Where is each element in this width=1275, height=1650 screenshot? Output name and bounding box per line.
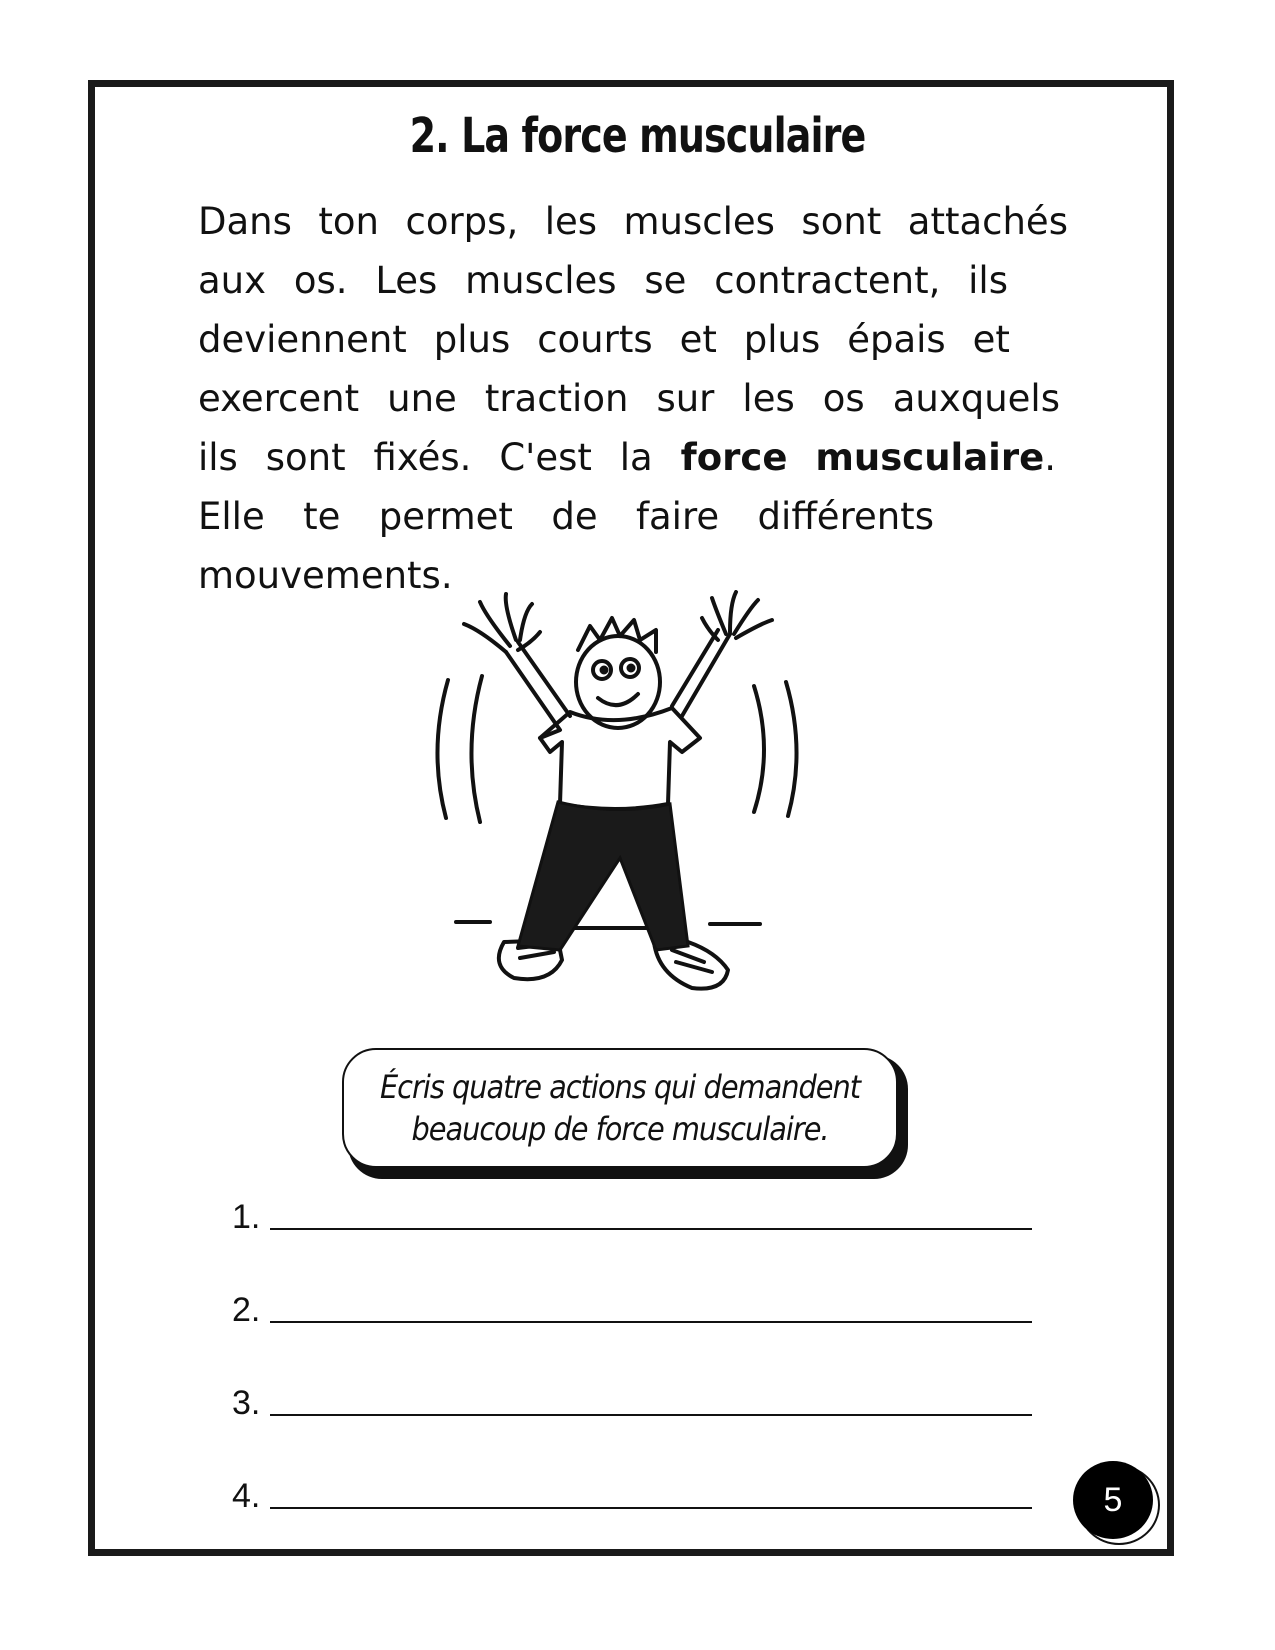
answer-number: 1. xyxy=(232,1198,261,1236)
word: permet xyxy=(378,495,513,538)
paragraph-line-5 xyxy=(198,428,1056,487)
paragraph-line-4 xyxy=(198,369,1060,428)
word: faire xyxy=(635,495,720,538)
bold-term: musculaire xyxy=(815,436,1045,479)
word: deviennent xyxy=(198,318,407,361)
word: courts xyxy=(537,318,653,361)
paragraph-line-2 xyxy=(198,251,1008,310)
instruction-bubble xyxy=(342,1048,898,1168)
word: les xyxy=(742,377,795,420)
writing-line[interactable] xyxy=(270,1506,1032,1509)
word: traction xyxy=(484,377,629,420)
instruction-line-2: beaucoup de force musculaire. xyxy=(411,1110,829,1148)
word: Elle xyxy=(198,495,265,538)
paragraph-line-7: mouvements. xyxy=(198,554,453,597)
word: plus xyxy=(743,318,821,361)
word: auxquels xyxy=(892,377,1060,420)
word: C'est xyxy=(499,436,592,479)
word: sont xyxy=(265,436,346,479)
word: de xyxy=(551,495,598,538)
word: fixés. xyxy=(373,436,472,479)
word: épais xyxy=(847,318,946,361)
paragraph-line-1 xyxy=(198,192,1068,251)
punctuation: . xyxy=(1044,436,1056,479)
bold-term-group xyxy=(815,428,1056,487)
word: te xyxy=(303,495,341,538)
word: muscles xyxy=(465,259,617,302)
word: contractent, xyxy=(714,259,941,302)
word: sur xyxy=(656,377,715,420)
word: muscles xyxy=(623,200,775,243)
word: sont xyxy=(801,200,882,243)
page-number: 5 xyxy=(1073,1461,1153,1539)
word: aux xyxy=(198,259,267,302)
word: os xyxy=(822,377,865,420)
instruction-line-1: Écris quatre actions qui demandent xyxy=(379,1068,860,1106)
word: une xyxy=(387,377,457,420)
answer-number: 4. xyxy=(232,1477,261,1515)
word: ils xyxy=(198,436,238,479)
word: et xyxy=(679,318,717,361)
paragraph-line-6 xyxy=(198,487,934,546)
writing-line[interactable] xyxy=(270,1413,1032,1416)
word: les xyxy=(544,200,598,243)
page-title: 2. La force musculaire xyxy=(409,108,866,164)
answer-line-3[interactable] xyxy=(232,1370,1032,1420)
answer-number: 2. xyxy=(232,1291,261,1329)
word: et xyxy=(972,318,1010,361)
word: ton xyxy=(318,200,379,243)
word: se xyxy=(644,259,687,302)
word: différents xyxy=(757,495,934,538)
word: corps, xyxy=(405,200,519,243)
writing-line[interactable] xyxy=(270,1227,1032,1230)
page-number-badge xyxy=(1073,1461,1157,1545)
paragraph-line-3 xyxy=(198,310,1010,369)
answer-number: 3. xyxy=(232,1384,261,1422)
jumping-boy-illustration xyxy=(420,590,840,1060)
word: exercent xyxy=(198,377,360,420)
intro-paragraph xyxy=(198,192,1068,605)
word: ils xyxy=(968,259,1008,302)
writing-line[interactable] xyxy=(270,1320,1032,1323)
answer-line-1[interactable] xyxy=(232,1184,1032,1234)
answer-line-4[interactable] xyxy=(232,1463,1032,1513)
word: Les xyxy=(375,259,438,302)
word: os. xyxy=(293,259,348,302)
word: la xyxy=(619,436,653,479)
answer-line-2[interactable] xyxy=(232,1277,1032,1327)
word: attachés xyxy=(907,200,1068,243)
word: Dans xyxy=(198,200,292,243)
word: plus xyxy=(433,318,511,361)
bold-term: force xyxy=(680,436,788,479)
